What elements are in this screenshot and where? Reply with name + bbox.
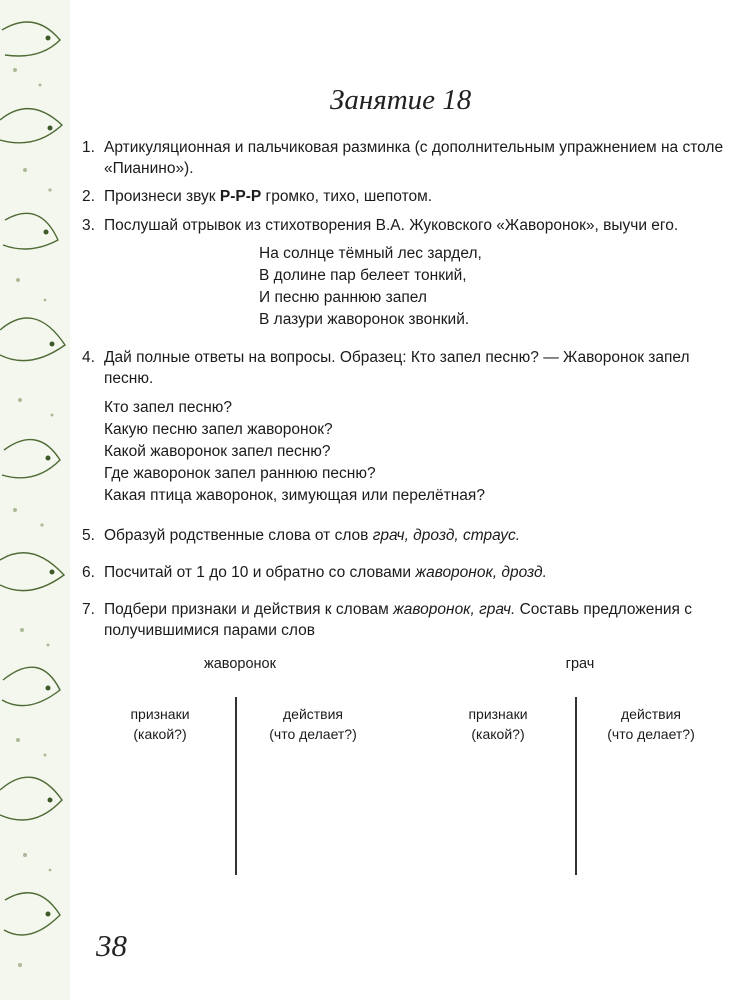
- question-item: Какой жаворонок запел песню?: [104, 443, 331, 460]
- col-actions-2-line1: действия: [620, 706, 682, 722]
- poem-line: В лазури жаворонок звонкий.: [259, 311, 470, 328]
- page-number: 38: [96, 928, 127, 963]
- question-item: Какая птица жаворонок, зимующая или перелётная?: [104, 487, 485, 504]
- col-actions-1: [248, 704, 378, 744]
- col-signs-1-line2: (какой?): [133, 726, 187, 742]
- table-bird-1: жаворонок: [204, 656, 276, 672]
- col-signs-1-line1: признаки: [130, 706, 190, 722]
- col-signs-1: [95, 704, 225, 744]
- col-actions-1-line2: (что делает?): [269, 726, 357, 742]
- table-divider-1: [235, 697, 237, 875]
- task-2-sound: Р-Р-Р: [219, 188, 262, 205]
- lesson-title: Занятие 18: [330, 84, 472, 116]
- poem: [259, 243, 482, 331]
- col-signs-2-line2: (какой?): [471, 726, 525, 742]
- task-6-pre: Посчитай от 1 до 10 и обратно со словами: [104, 564, 416, 581]
- table-divider-2: [575, 697, 577, 875]
- task-7-pre: Подбери признаки и действия к словам: [104, 601, 394, 618]
- question-list: [104, 397, 485, 507]
- task-7-words: жаворонок, грач.: [393, 601, 516, 618]
- task-7-number: 7.: [82, 601, 95, 618]
- task-2-post: громко, тихо, шепотом.: [261, 188, 433, 205]
- task-3-text: Послушай отрывок из стихотворения В.А. Жуковского «Жаворонок», выучи его.: [104, 217, 679, 234]
- task-1-number: 1.: [82, 139, 95, 156]
- poem-line: На солнце тёмный лес зардел,: [259, 245, 482, 262]
- table-bird-2: грач: [565, 656, 595, 672]
- task-4-number: 4.: [82, 349, 95, 366]
- col-actions-2: [586, 704, 716, 744]
- col-signs-2: [433, 704, 563, 744]
- col-actions-1-line1: действия: [282, 706, 344, 722]
- task-6-number: 6.: [82, 564, 95, 581]
- question-item: Кто запел песню?: [104, 399, 233, 416]
- question-item: Где жаворонок запел раннюю песню?: [104, 465, 376, 482]
- task-2-text: [104, 186, 734, 207]
- task-1-text: Артикуляционная и пальчиковая разминка (с дополнительным упражнением на столе «Пианино»).: [104, 139, 724, 177]
- poem-line: И песню раннюю запел: [259, 289, 427, 306]
- task-6-text: [104, 562, 734, 583]
- task-5-words: грач, дрозд, страус.: [372, 527, 521, 544]
- question-item: Какую песню запел жаворонок?: [104, 421, 333, 438]
- task-7-post: Составь предложения с получившимися парами слов: [104, 601, 692, 639]
- col-signs-2-line1: признаки: [468, 706, 528, 722]
- task-5-pre: Образуй родственные слова от слов: [104, 527, 373, 544]
- task-6-words: жаворонок, дрозд.: [415, 564, 547, 581]
- task-2-pre: Произнеси звук: [104, 188, 220, 205]
- fish-border-illustration: [0, 0, 70, 1000]
- task-5-text: [104, 525, 734, 546]
- task-7-text: [104, 599, 734, 641]
- task-4-text: Дай полные ответы на вопросы. Образец: Кто запел песню? — Жаворонок запел песню.: [104, 349, 690, 387]
- col-actions-2-line2: (что делает?): [607, 726, 695, 742]
- poem-line: В долине пар белеет тонкий,: [259, 267, 467, 284]
- task-2-number: 2.: [82, 188, 95, 205]
- task-3-number: 3.: [82, 217, 95, 234]
- task-5-number: 5.: [82, 527, 95, 544]
